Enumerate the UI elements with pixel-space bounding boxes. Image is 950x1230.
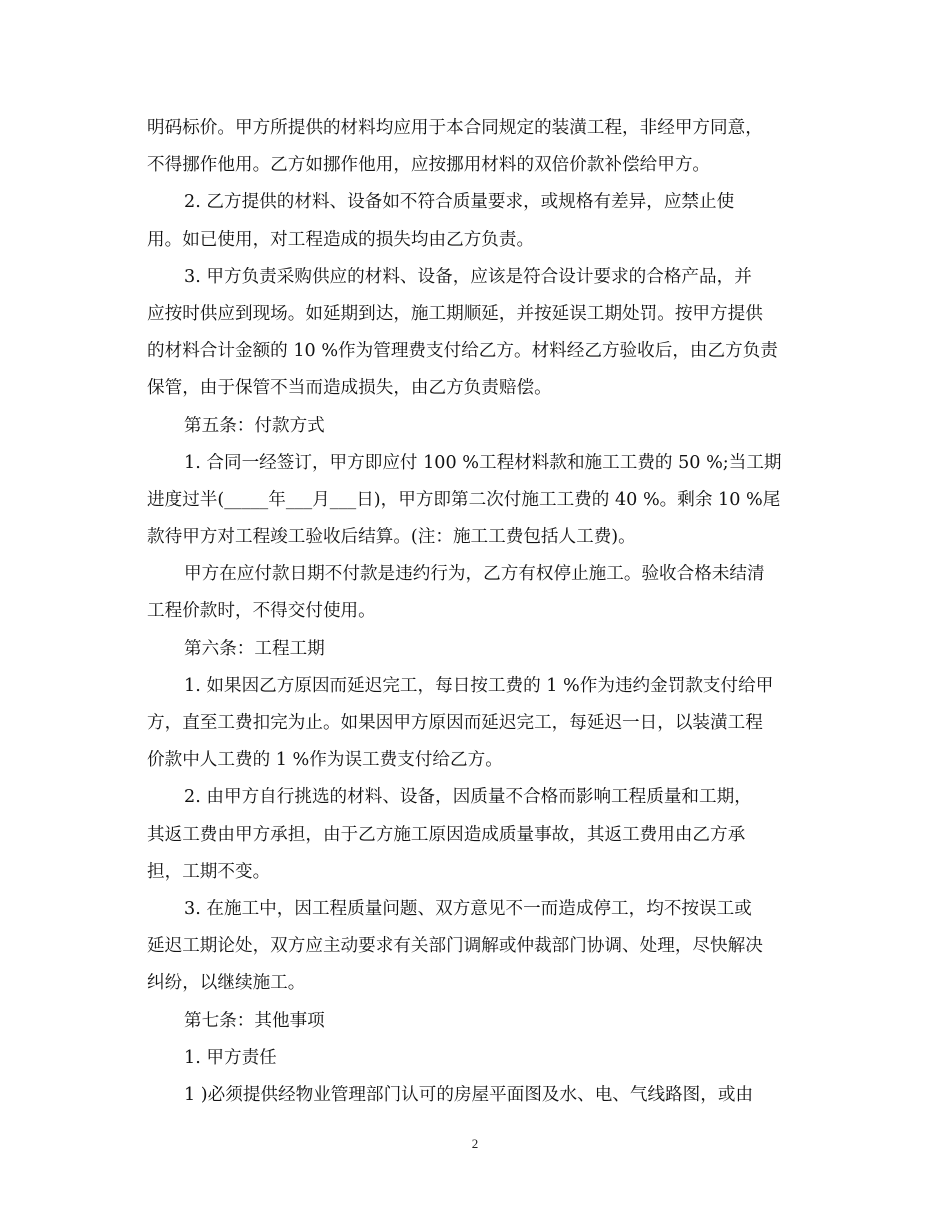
- text-line: 工程价款时，不得交付使用。: [147, 601, 376, 622]
- text-line: 1 )必须提供经物业管理部门认可的房屋平面图及水、电、气线路图，或由: [184, 1084, 754, 1105]
- text-line: 款待甲方对工程竣工验收后结算。(注：施工工费包括人工费)。: [147, 527, 636, 548]
- contract-paragraph: [147, 631, 807, 668]
- text-line: 第七条：其他事项: [184, 1010, 325, 1031]
- text-line: 其返工费由甲方承担，由于乙方施工原因造成质量事故，其返工费用由乙方承: [147, 824, 746, 845]
- contract-paragraph: [147, 891, 807, 1003]
- contract-paragraph: [147, 1040, 807, 1077]
- text-line: 延迟工期论处，双方应主动要求有关部门调解或仲裁部门协调、处理，尽快解决: [147, 936, 763, 957]
- contract-paragraph: [147, 184, 807, 258]
- text-line: 担，工期不变。: [147, 861, 271, 882]
- contract-paragraph: [147, 110, 807, 184]
- text-line: 2. 乙方提供的材料、设备如不符合质量要求，或规格有差异，应禁止使: [184, 192, 735, 213]
- text-line: 明码标价。甲方所提供的材料均应用于本合同规定的装潢工程，非经甲方同意，: [147, 118, 763, 138]
- text-line: 方，直至工费扣完为止。如果因甲方原因而延迟完工，每延迟一日，以装潢工程: [147, 713, 763, 733]
- text-line: 1. 甲方责任: [184, 1047, 277, 1068]
- text-line: 第六条：工程工期: [184, 638, 325, 659]
- text-line: 甲方在应付款日期不付款是违约行为，乙方有权停止施工。验收合格未结清: [184, 564, 765, 585]
- text-line: 1. 如果因乙方原因而延迟完工，每日按工费的 1 %作为违约金罚款支付给甲: [184, 675, 774, 696]
- text-line: 用。如已使用，对工程造成的损失均由乙方负责。: [147, 229, 535, 250]
- text-line: 进度过半(_____年___月___日)，甲方即第二次付施工工费的 40 %。剩余 10 %尾: [147, 489, 781, 510]
- text-line: 应按时供应到现场。如延期到达，施工期顺延，并按延误工期处罚。按甲方提供: [147, 303, 763, 324]
- text-line: 3. 在施工中，因工程质量问题、双方意见不一而造成停工，均不按误工或: [184, 898, 752, 919]
- text-line: 2. 由甲方自行挑选的材料、设备，因质量不合格而影响工程质量和工期，: [184, 787, 752, 808]
- contract-paragraph: [147, 1003, 807, 1040]
- contract-paragraph: [147, 1077, 807, 1114]
- page-number: 2: [471, 1136, 479, 1151]
- contract-paragraph: [147, 445, 807, 557]
- text-line: 的材料合计金额的 10 %作为管理费支付给乙方。材料经乙方验收后，由乙方负责: [147, 341, 778, 362]
- text-line: 1. 合同一经签订，甲方即应付 100 %工程材料款和施工工费的 50 %;当工期: [184, 452, 782, 473]
- text-line: 价款中人工费的 1 %作为误工费支付给乙方。: [147, 750, 503, 771]
- contract-paragraph: [147, 259, 807, 408]
- text-line: 纠纷，以继续施工。: [147, 973, 306, 994]
- text-line: 3. 甲方负责采购供应的材料、设备，应该是符合设计要求的合格产品，并: [184, 266, 752, 287]
- contract-paragraph: [147, 779, 807, 891]
- contract-paragraph: [147, 556, 807, 630]
- text-line: 不得挪作他用。乙方如挪作他用，应按挪用材料的双倍价款补偿给甲方。: [147, 155, 711, 176]
- text-line: 保管，由于保管不当而造成损失，由乙方负责赔偿。: [147, 378, 552, 399]
- contract-paragraph: [147, 408, 807, 445]
- contract-body: [147, 110, 807, 1114]
- text-line: 第五条：付款方式: [184, 415, 325, 436]
- contract-paragraph: [147, 668, 807, 780]
